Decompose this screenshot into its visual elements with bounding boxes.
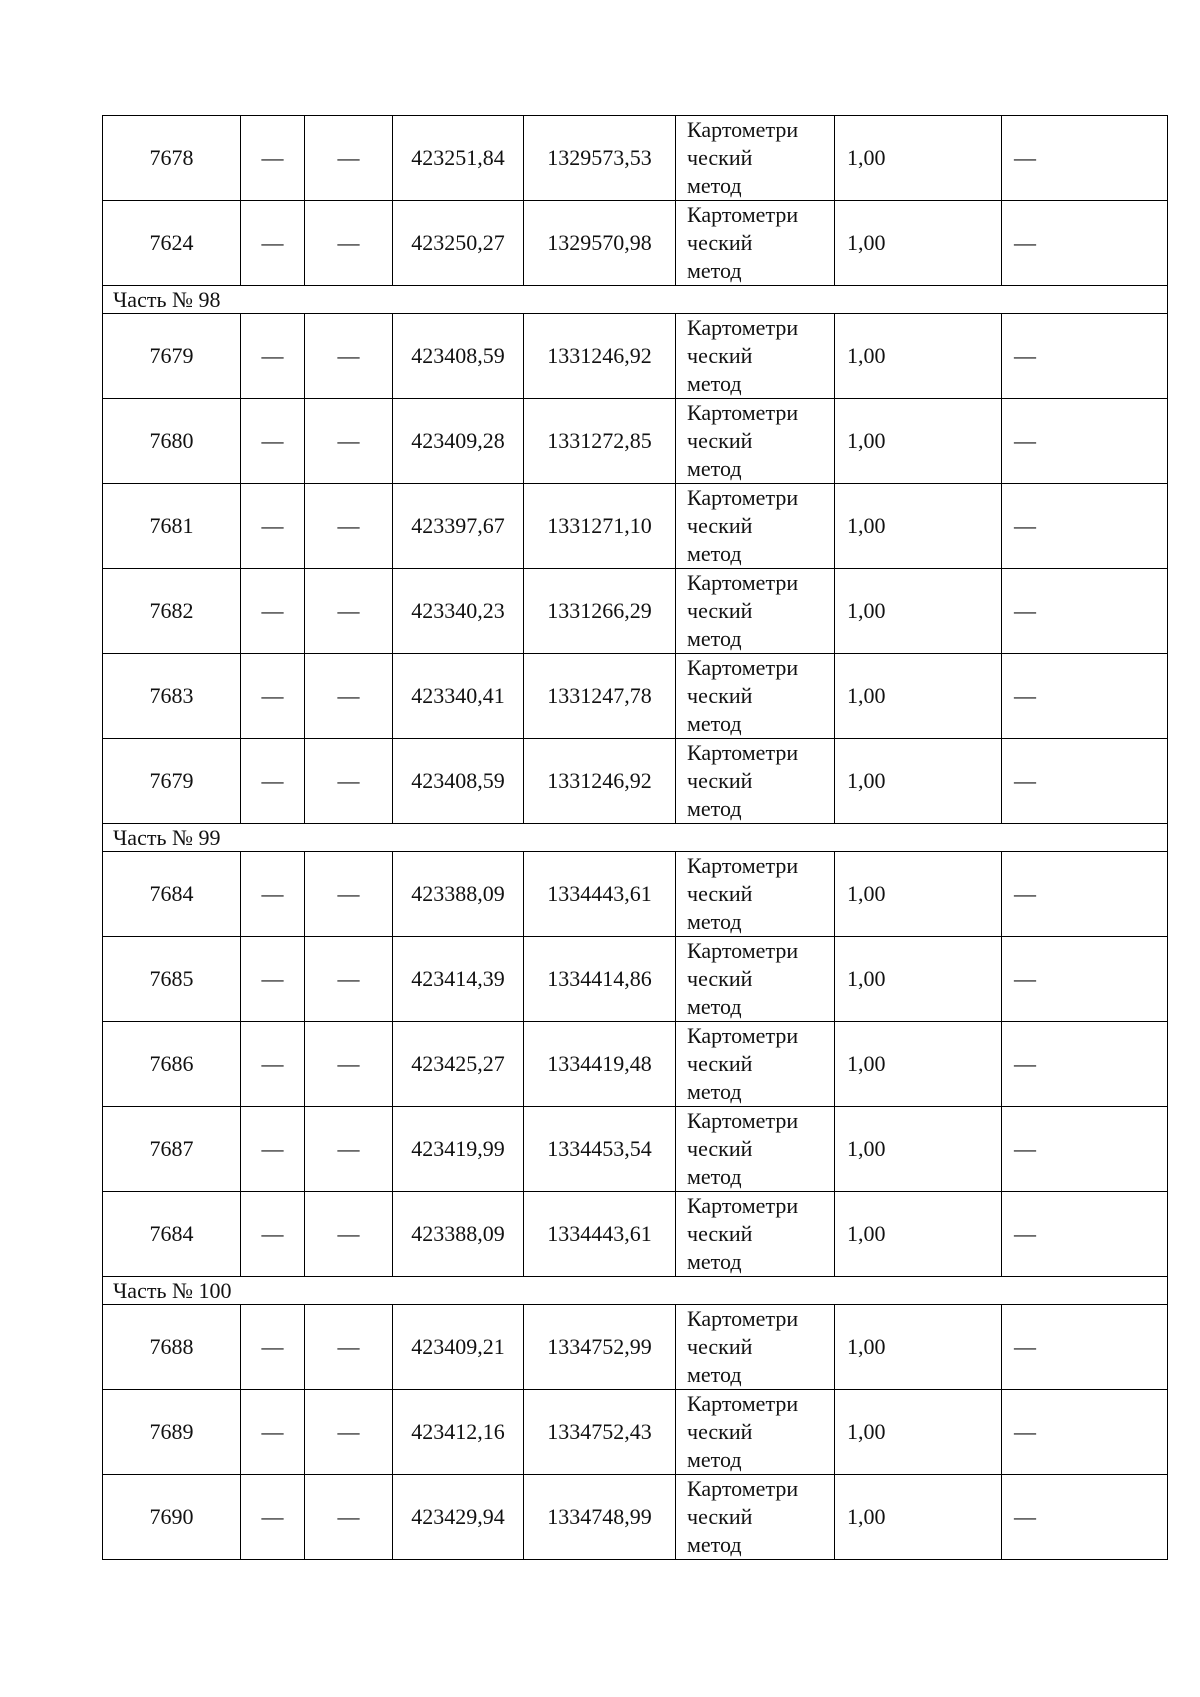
method-text-line: Картометри xyxy=(687,485,799,510)
accuracy-cell: 1,00 xyxy=(835,399,1002,484)
method-cell xyxy=(676,201,835,286)
x-coordinate-cell: 423429,94 xyxy=(393,1475,524,1560)
method-cell xyxy=(676,1305,835,1390)
accuracy-cell: 1,00 xyxy=(835,314,1002,399)
y-coordinate-cell: 1334443,61 xyxy=(524,852,676,937)
description-cell: — xyxy=(1002,1107,1168,1192)
point-number-cell: 7684 xyxy=(103,852,241,937)
accuracy-cell: 1,00 xyxy=(835,1475,1002,1560)
method-cell xyxy=(676,116,835,201)
method-text-line: Картометри xyxy=(687,1193,799,1218)
method-cell xyxy=(676,399,835,484)
point-number-cell: 7686 xyxy=(103,1022,241,1107)
x-coordinate-cell: 423409,28 xyxy=(393,399,524,484)
accuracy-cell: 1,00 xyxy=(835,569,1002,654)
method-text-line: метод xyxy=(687,1532,742,1557)
method-text-line: метод xyxy=(687,711,742,736)
accuracy-cell: 1,00 xyxy=(835,116,1002,201)
method-cell xyxy=(676,1475,835,1560)
method-text-line: ческий xyxy=(687,1051,753,1076)
method-text-line: ческий xyxy=(687,1221,753,1246)
table-row xyxy=(103,1475,1168,1560)
y-coordinate-cell: 1334453,54 xyxy=(524,1107,676,1192)
empty-cell-2: — xyxy=(241,569,305,654)
method-text-line: метод xyxy=(687,1164,742,1189)
method-text-line: метод xyxy=(687,909,742,934)
accuracy-cell: 1,00 xyxy=(835,739,1002,824)
method-text-line: метод xyxy=(687,626,742,651)
section-header-row xyxy=(103,824,1168,852)
section-label: Часть № 98 xyxy=(103,286,1168,314)
point-number-cell: 7690 xyxy=(103,1475,241,1560)
accuracy-cell: 1,00 xyxy=(835,654,1002,739)
empty-cell-2: — xyxy=(241,484,305,569)
y-coordinate-cell: 1331266,29 xyxy=(524,569,676,654)
empty-cell-2: — xyxy=(241,1107,305,1192)
empty-cell-3: — xyxy=(305,1107,393,1192)
method-text-line: метод xyxy=(687,994,742,1019)
y-coordinate-cell: 1334414,86 xyxy=(524,937,676,1022)
method-cell xyxy=(676,484,835,569)
empty-cell-2: — xyxy=(241,739,305,824)
method-text-line: метод xyxy=(687,456,742,481)
y-coordinate-cell: 1334419,48 xyxy=(524,1022,676,1107)
empty-cell-3: — xyxy=(305,739,393,824)
method-text-line: метод xyxy=(687,1079,742,1104)
table-row xyxy=(103,116,1168,201)
table-row xyxy=(103,1022,1168,1107)
point-number-cell: 7679 xyxy=(103,314,241,399)
description-cell: — xyxy=(1002,1475,1168,1560)
x-coordinate-cell: 423425,27 xyxy=(393,1022,524,1107)
x-coordinate-cell: 423414,39 xyxy=(393,937,524,1022)
method-text-line: Картометри xyxy=(687,570,799,595)
accuracy-cell: 1,00 xyxy=(835,937,1002,1022)
method-text-line: Картометри xyxy=(687,400,799,425)
empty-cell-2: — xyxy=(241,1022,305,1107)
method-text-line: ческий xyxy=(687,1334,753,1359)
empty-cell-2: — xyxy=(241,399,305,484)
y-coordinate-cell: 1331272,85 xyxy=(524,399,676,484)
point-number-cell: 7678 xyxy=(103,116,241,201)
method-text-line: ческий xyxy=(687,768,753,793)
y-coordinate-cell: 1331246,92 xyxy=(524,739,676,824)
method-text-line: ческий xyxy=(687,1136,753,1161)
description-cell: — xyxy=(1002,937,1168,1022)
accuracy-cell: 1,00 xyxy=(835,484,1002,569)
empty-cell-2: — xyxy=(241,1192,305,1277)
empty-cell-3: — xyxy=(305,852,393,937)
y-coordinate-cell: 1331271,10 xyxy=(524,484,676,569)
empty-cell-3: — xyxy=(305,116,393,201)
method-text-line: Картометри xyxy=(687,938,799,963)
description-cell: — xyxy=(1002,314,1168,399)
description-cell: — xyxy=(1002,116,1168,201)
point-number-cell: 7685 xyxy=(103,937,241,1022)
description-cell: — xyxy=(1002,654,1168,739)
accuracy-cell: 1,00 xyxy=(835,1107,1002,1192)
y-coordinate-cell: 1334752,43 xyxy=(524,1390,676,1475)
method-text-line: Картометри xyxy=(687,655,799,680)
y-coordinate-cell: 1334752,99 xyxy=(524,1305,676,1390)
method-cell xyxy=(676,1107,835,1192)
method-cell xyxy=(676,569,835,654)
description-cell: — xyxy=(1002,739,1168,824)
table-row xyxy=(103,1390,1168,1475)
section-header-row xyxy=(103,286,1168,314)
x-coordinate-cell: 423251,84 xyxy=(393,116,524,201)
method-text-line: ческий xyxy=(687,230,753,255)
empty-cell-3: — xyxy=(305,201,393,286)
x-coordinate-cell: 423388,09 xyxy=(393,852,524,937)
method-text-line: метод xyxy=(687,258,742,283)
empty-cell-3: — xyxy=(305,399,393,484)
section-label: Часть № 99 xyxy=(103,824,1168,852)
point-number-cell: 7679 xyxy=(103,739,241,824)
empty-cell-2: — xyxy=(241,937,305,1022)
empty-cell-2: — xyxy=(241,654,305,739)
method-text-line: Картометри xyxy=(687,1306,799,1331)
x-coordinate-cell: 423397,67 xyxy=(393,484,524,569)
method-cell xyxy=(676,852,835,937)
description-cell: — xyxy=(1002,484,1168,569)
point-number-cell: 7683 xyxy=(103,654,241,739)
empty-cell-3: — xyxy=(305,484,393,569)
point-number-cell: 7681 xyxy=(103,484,241,569)
table-row xyxy=(103,569,1168,654)
method-text-line: метод xyxy=(687,796,742,821)
method-text-line: Картометри xyxy=(687,1476,799,1501)
method-cell xyxy=(676,1192,835,1277)
y-coordinate-cell: 1334748,99 xyxy=(524,1475,676,1560)
description-cell: — xyxy=(1002,1022,1168,1107)
method-text-line: Картометри xyxy=(687,1391,799,1416)
empty-cell-3: — xyxy=(305,569,393,654)
section-label: Часть № 100 xyxy=(103,1277,1168,1305)
table-row xyxy=(103,852,1168,937)
empty-cell-3: — xyxy=(305,1305,393,1390)
method-text-line: Картометри xyxy=(687,315,799,340)
coordinates-table xyxy=(102,115,1168,1560)
empty-cell-2: — xyxy=(241,201,305,286)
method-text-line: ческий xyxy=(687,683,753,708)
method-text-line: Картометри xyxy=(687,117,799,142)
accuracy-cell: 1,00 xyxy=(835,1192,1002,1277)
description-cell: — xyxy=(1002,569,1168,654)
method-text-line: ческий xyxy=(687,598,753,623)
method-text-line: ческий xyxy=(687,1504,753,1529)
table-row xyxy=(103,1305,1168,1390)
empty-cell-2: — xyxy=(241,116,305,201)
x-coordinate-cell: 423340,23 xyxy=(393,569,524,654)
empty-cell-3: — xyxy=(305,314,393,399)
method-text-line: ческий xyxy=(687,343,753,368)
method-cell xyxy=(676,739,835,824)
empty-cell-2: — xyxy=(241,852,305,937)
point-number-cell: 7680 xyxy=(103,399,241,484)
empty-cell-2: — xyxy=(241,1390,305,1475)
description-cell: — xyxy=(1002,201,1168,286)
x-coordinate-cell: 423412,16 xyxy=(393,1390,524,1475)
table-row xyxy=(103,484,1168,569)
description-cell: — xyxy=(1002,1192,1168,1277)
table-row xyxy=(103,739,1168,824)
method-text-line: Картометри xyxy=(687,202,799,227)
description-cell: — xyxy=(1002,1390,1168,1475)
point-number-cell: 7682 xyxy=(103,569,241,654)
table-row xyxy=(103,314,1168,399)
point-number-cell: 7687 xyxy=(103,1107,241,1192)
table-row xyxy=(103,937,1168,1022)
description-cell: — xyxy=(1002,399,1168,484)
empty-cell-2: — xyxy=(241,314,305,399)
method-text-line: метод xyxy=(687,173,742,198)
method-text-line: ческий xyxy=(687,513,753,538)
empty-cell-3: — xyxy=(305,1022,393,1107)
method-text-line: ческий xyxy=(687,1419,753,1444)
method-text-line: ческий xyxy=(687,966,753,991)
x-coordinate-cell: 423419,99 xyxy=(393,1107,524,1192)
x-coordinate-cell: 423388,09 xyxy=(393,1192,524,1277)
method-cell xyxy=(676,937,835,1022)
method-cell xyxy=(676,654,835,739)
method-text-line: ческий xyxy=(687,145,753,170)
method-text-line: ческий xyxy=(687,881,753,906)
method-text-line: ческий xyxy=(687,428,753,453)
x-coordinate-cell: 423408,59 xyxy=(393,739,524,824)
method-text-line: метод xyxy=(687,371,742,396)
empty-cell-3: — xyxy=(305,1192,393,1277)
empty-cell-2: — xyxy=(241,1305,305,1390)
accuracy-cell: 1,00 xyxy=(835,201,1002,286)
y-coordinate-cell: 1329573,53 xyxy=(524,116,676,201)
x-coordinate-cell: 423250,27 xyxy=(393,201,524,286)
method-cell xyxy=(676,1390,835,1475)
point-number-cell: 7688 xyxy=(103,1305,241,1390)
method-text-line: метод xyxy=(687,541,742,566)
method-text-line: Картометри xyxy=(687,1023,799,1048)
table-body xyxy=(103,116,1168,1560)
accuracy-cell: 1,00 xyxy=(835,852,1002,937)
table-row xyxy=(103,654,1168,739)
method-text-line: метод xyxy=(687,1447,742,1472)
method-cell xyxy=(676,1022,835,1107)
y-coordinate-cell: 1329570,98 xyxy=(524,201,676,286)
accuracy-cell: 1,00 xyxy=(835,1022,1002,1107)
x-coordinate-cell: 423340,41 xyxy=(393,654,524,739)
method-text-line: Картометри xyxy=(687,1108,799,1133)
table-row xyxy=(103,1107,1168,1192)
table-row xyxy=(103,399,1168,484)
y-coordinate-cell: 1331246,92 xyxy=(524,314,676,399)
description-cell: — xyxy=(1002,1305,1168,1390)
point-number-cell: 7689 xyxy=(103,1390,241,1475)
empty-cell-3: — xyxy=(305,1475,393,1560)
point-number-cell: 7684 xyxy=(103,1192,241,1277)
empty-cell-3: — xyxy=(305,937,393,1022)
empty-cell-3: — xyxy=(305,654,393,739)
accuracy-cell: 1,00 xyxy=(835,1390,1002,1475)
y-coordinate-cell: 1331247,78 xyxy=(524,654,676,739)
accuracy-cell: 1,00 xyxy=(835,1305,1002,1390)
description-cell: — xyxy=(1002,852,1168,937)
method-text-line: Картометри xyxy=(687,740,799,765)
x-coordinate-cell: 423409,21 xyxy=(393,1305,524,1390)
x-coordinate-cell: 423408,59 xyxy=(393,314,524,399)
point-number-cell: 7624 xyxy=(103,201,241,286)
method-text-line: метод xyxy=(687,1249,742,1274)
method-text-line: метод xyxy=(687,1362,742,1387)
empty-cell-3: — xyxy=(305,1390,393,1475)
method-text-line: Картометри xyxy=(687,853,799,878)
empty-cell-2: — xyxy=(241,1475,305,1560)
method-cell xyxy=(676,314,835,399)
section-header-row xyxy=(103,1277,1168,1305)
y-coordinate-cell: 1334443,61 xyxy=(524,1192,676,1277)
table-row xyxy=(103,201,1168,286)
table-row xyxy=(103,1192,1168,1277)
